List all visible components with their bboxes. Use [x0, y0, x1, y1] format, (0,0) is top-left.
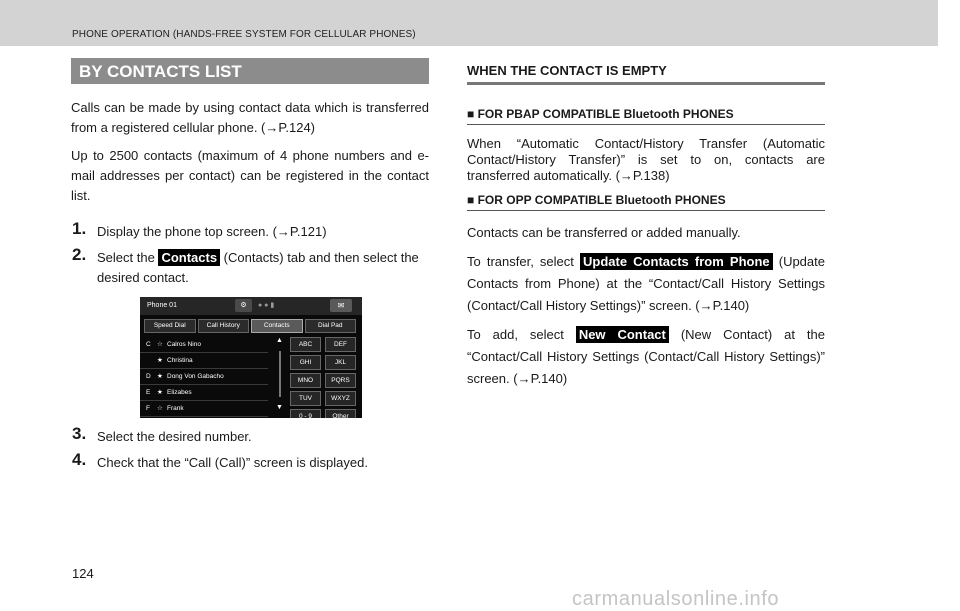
- add-text-pre: To add, select: [467, 327, 576, 342]
- contact-name: Dong Von Gabacho: [167, 373, 224, 380]
- favorite-star-icon[interactable]: ☆: [157, 405, 163, 412]
- right-column: [467, 58, 825, 390]
- subheading-opp: ■ FOR OPP COMPATIBLE Bluetooth PHONES: [467, 193, 825, 211]
- pbap-paragraph: When “Automatic Contact/History Transfer (Automatic Contact/History Transfer)” is set to on, contacts are transferred automatically. (→P.138): [467, 136, 825, 183]
- intro-paragraph: Calls can be made by using contact data which is transferred from a registered cellular phone. (→P.124): [71, 100, 429, 135]
- step-number: 2.: [72, 245, 87, 264]
- contacts-button[interactable]: Contacts: [158, 249, 220, 266]
- tab-call-history[interactable]: Call History: [198, 319, 250, 333]
- subheading-pbap: ■ FOR PBAP COMPATIBLE Bluetooth PHONES: [467, 107, 825, 125]
- contact-name: Elizabes: [167, 389, 192, 396]
- transfer-text-post: (Update Contacts from Phone) at the “Contact/Call History Settings (Contact/Call History Settings)” screen. (→P.140): [467, 254, 825, 313]
- alphabet-index-keys: [290, 337, 356, 418]
- list-item[interactable]: [140, 401, 268, 417]
- favorite-star-icon[interactable]: ★: [157, 373, 163, 380]
- index-key-ghi[interactable]: GHI: [290, 355, 321, 370]
- step-text: Select the desired number.: [97, 429, 252, 444]
- index-key-other[interactable]: Other: [325, 409, 356, 418]
- add-text-post: (New Contact) at the “Contact/Call History Settings (Contact/Call History Settings)” screen. (→P.140): [467, 327, 826, 386]
- index-key-abc[interactable]: ABC: [290, 337, 321, 352]
- index-key-numbers[interactable]: 0 - 9: [290, 409, 321, 418]
- contact-name: Christina: [167, 357, 193, 364]
- step-number: 3.: [72, 424, 87, 443]
- contacts-screen-screenshot: [140, 297, 362, 418]
- page-number: 124: [72, 566, 94, 581]
- status-indicators-icon: ● ● ▮: [258, 302, 275, 309]
- favorite-star-icon[interactable]: ★: [157, 389, 163, 396]
- list-item[interactable]: [140, 369, 268, 385]
- screen-tabs: [144, 319, 358, 333]
- section-title-empty-contact: WHEN THE CONTACT IS EMPTY: [467, 58, 825, 85]
- new-contact-button[interactable]: New Contact: [576, 326, 669, 343]
- index-key-mno[interactable]: MNO: [290, 373, 321, 388]
- scroll-track[interactable]: [279, 351, 281, 397]
- index-key-wxyz[interactable]: WXYZ: [325, 391, 356, 406]
- watermark: carmanualsonline.info: [572, 588, 780, 610]
- step-text-post: (Contacts) tab and then select the desired contact.: [97, 250, 419, 285]
- index-letter: D: [146, 373, 151, 380]
- contact-name: Calros Nino: [167, 341, 201, 348]
- step-4: [71, 450, 429, 473]
- scroll-up-icon[interactable]: ▲: [276, 337, 283, 344]
- index-letter: E: [146, 389, 151, 396]
- capacity-paragraph: Up to 2500 contacts (maximum of 4 phone numbers and e-mail addresses per contact) can be registered in the contact list.: [71, 148, 429, 203]
- tab-dial-pad[interactable]: Dial Pad: [305, 319, 357, 333]
- index-letter: C: [146, 341, 151, 348]
- index-key-jkl[interactable]: JKL: [325, 355, 356, 370]
- step-1: [71, 219, 429, 242]
- tab-contacts[interactable]: Contacts: [251, 319, 303, 333]
- header-text: PHONE OPERATION (HANDS-FREE SYSTEM FOR CELLULAR PHONES): [72, 29, 416, 40]
- add-paragraph: [467, 324, 825, 390]
- phone-settings-icon[interactable]: ⚙: [235, 299, 252, 312]
- list-scrollbar[interactable]: [273, 337, 287, 411]
- screen-status-bar: [140, 297, 362, 315]
- index-letter: F: [146, 405, 150, 412]
- message-icon[interactable]: ✉: [330, 299, 352, 312]
- step-text: Display the phone top screen. (→P.121): [97, 224, 327, 239]
- update-contacts-from-phone-button[interactable]: Update Contacts from Phone: [580, 253, 773, 270]
- opp-intro-paragraph: Contacts can be transferred or added manually.: [467, 225, 741, 240]
- favorite-star-icon[interactable]: ★: [157, 357, 163, 364]
- list-item[interactable]: [140, 385, 268, 401]
- step-text: Check that the “Call (Call)” screen is displayed.: [97, 455, 368, 470]
- list-item[interactable]: [140, 337, 268, 353]
- step-number: 4.: [72, 450, 87, 469]
- index-key-pqrs[interactable]: PQRS: [325, 373, 356, 388]
- transfer-text-pre: To transfer, select: [467, 254, 580, 269]
- favorite-star-icon[interactable]: ☆: [157, 341, 163, 348]
- left-column: [71, 58, 429, 473]
- page-header: [0, 0, 938, 46]
- index-key-tuv[interactable]: TUV: [290, 391, 321, 406]
- screen-phone-title: Phone 01: [147, 302, 177, 309]
- tab-speed-dial[interactable]: Speed Dial: [144, 319, 196, 333]
- step-2: [71, 245, 429, 288]
- index-key-def[interactable]: DEF: [325, 337, 356, 352]
- step-3: [71, 424, 429, 447]
- step-number: 1.: [72, 219, 87, 238]
- contact-list: [140, 337, 268, 417]
- contact-name: Frank: [167, 405, 184, 412]
- step-text-pre: Select the: [97, 250, 159, 265]
- list-item[interactable]: [140, 353, 268, 369]
- scroll-down-icon[interactable]: ▼: [276, 404, 283, 411]
- section-title: BY CONTACTS LIST: [71, 58, 429, 84]
- transfer-paragraph: [467, 251, 825, 317]
